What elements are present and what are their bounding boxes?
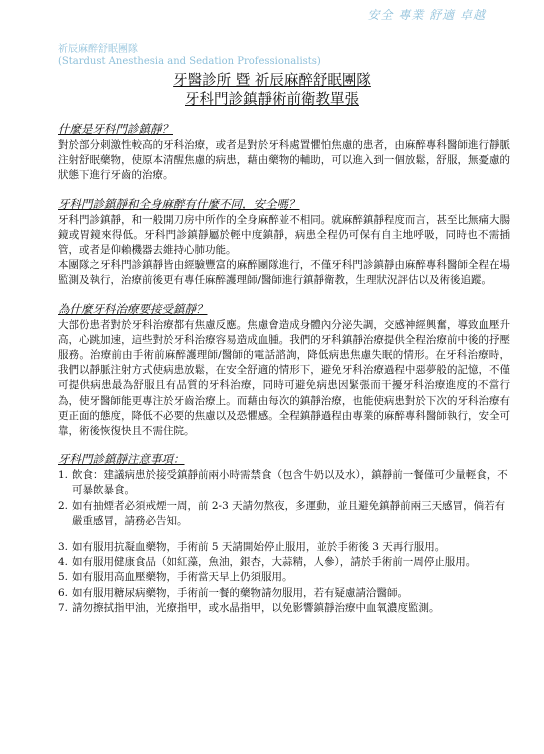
notice-list bbox=[58, 468, 510, 616]
item-text: 飲食：建議病患於接受鎮靜前兩小時需禁食（包含牛奶以及水），鎮靜前一餐僅可少量輕食，不可暴飲暴食。 bbox=[72, 469, 508, 497]
section-paragraph: 牙科門診鎮靜，和一般開刀房中所作的全身麻醉並不相同。就麻醉鎮靜程度而言，甚至比無痛大腸鏡或胃鏡來得低。牙科門診鎮靜屬於輕中度鎮靜，病患全程仍可保有自主地呼吸，同時也不需插管，或者是仰賴機器去維持心肺功能。 bbox=[58, 213, 510, 257]
section-title: 什麼是牙科門診鎮靜？ bbox=[58, 122, 173, 136]
section-notices bbox=[58, 452, 510, 616]
item-number: 6. bbox=[58, 586, 69, 599]
item-text: 如有服用高血壓藥物，手術當天早上仍須服用。 bbox=[72, 571, 293, 584]
item-text: 如有服用健康食品（如紅藻，魚油，銀杏，大蒜精，人參），請於手術前一周停止服用。 bbox=[72, 556, 477, 569]
document-body bbox=[58, 122, 510, 616]
list-item bbox=[58, 499, 510, 529]
list-item bbox=[58, 586, 510, 601]
tagline: 安全 專業 舒適 卓越 bbox=[367, 8, 486, 22]
list-item bbox=[58, 570, 510, 585]
item-number: 4. bbox=[58, 556, 69, 569]
organization-name-zh: 祈辰麻醉舒眠團隊 bbox=[58, 44, 138, 55]
item-number: 5. bbox=[58, 571, 69, 584]
list-item bbox=[58, 540, 510, 555]
title-line-1: 牙醫診所 暨 祈辰麻醉舒眠團隊 bbox=[173, 73, 371, 89]
list-item bbox=[58, 468, 510, 498]
section-title: 為什麼牙科治療要接受鎮靜？ bbox=[58, 301, 208, 316]
list-item bbox=[58, 601, 510, 616]
item-number: 7. bbox=[58, 601, 69, 614]
section-paragraph: 對於部分刺激性較高的牙科治療，或者是對於牙科處置懼怕焦慮的患者，由麻醉專科醫師進行靜脈注射舒眠藥物，使原本清醒焦慮的病患，藉由藥物的輔助，可以進入到一個放鬆，舒服，無憂慮的狀態下進行牙齒的治療。 bbox=[58, 139, 510, 182]
organization-header bbox=[58, 44, 321, 68]
section-paragraph: 大部份患者對於牙科治療都有焦慮反應。焦慮會造成身體內分泌失調，交感神經興奮，導致血壓升高，心跳加速，這些對於牙科治療容易造成血腫。我們的牙科鎮靜治療提供全程治療前中後的抒壓服務。治療前由手術前麻醉護理師/醫師的電話諮詢，降低病患焦慮失眠的情形。在牙科治療時，我們以靜脈注射方式使病患放鬆，在安全舒適的情形下，避免牙科治療過程中惡夢般的記憶，不僅可提供病患最為舒服且有品質的牙科治療，同時可避免病患因緊張而干擾牙科治療進度的不當行為，使牙醫師能更專注於牙齒治療上。而藉由每次的鎮靜治療，也能使病患對於下次的牙科治療有更正面的態度，降低不必要的焦慮以及恐懼感。全程鎮靜過程由專業的麻醉專科醫師執行，安全可靠，術後恢復快且不需住院。 bbox=[58, 318, 510, 438]
section-paragraph: 本團隊之牙科門診鎮靜皆由經驗豐富的麻醉團隊進行，不僅牙科門診鎮靜由麻醉專科醫師全程在場監測及執行，治療前後更有專任麻醉護理師/醫師進行鎮靜衛教，生理狀況評估以及術後追蹤。 bbox=[58, 259, 510, 287]
item-text: 請勿擦拭指甲油，光療指甲，或水晶指甲，以免影響鎮靜治療中血氧濃度監測。 bbox=[72, 601, 440, 614]
section-why-sedation bbox=[58, 302, 510, 440]
item-text: 如有服用糖尿病藥物，手術前一餐的藥物請勿服用，若有疑慮請洽醫師。 bbox=[72, 586, 408, 599]
item-number: 1. bbox=[58, 469, 69, 482]
section-title: 牙科門診鎮靜和全身麻醉有什麼不同，安全嗎？ bbox=[58, 196, 300, 211]
section-difference-safety bbox=[58, 197, 510, 289]
organization-name-en: (Stardust Anesthesia and Sedation Professionalists) bbox=[58, 56, 321, 67]
title-line-2: 牙科門診鎮靜術前衛教單張 bbox=[185, 92, 359, 108]
document-title bbox=[0, 72, 544, 110]
section-what-is-sedation bbox=[58, 122, 510, 184]
item-number: 3. bbox=[58, 541, 69, 554]
item-text: 如有服用抗凝血藥物，手術前 5 天請開始停止服用，並於手術後 3 天再行服用。 bbox=[72, 541, 446, 554]
item-text: 如有抽煙者必須戒煙一周，前 2-3 天請勿熬夜，多運動，並且避免鎮靜前兩三天感冒，倘若有嚴重感冒，請務必告知。 bbox=[72, 499, 506, 527]
list-item bbox=[58, 555, 510, 570]
section-title: 牙科門診鎮靜注意事項： bbox=[58, 452, 185, 467]
item-number: 2. bbox=[58, 499, 69, 512]
